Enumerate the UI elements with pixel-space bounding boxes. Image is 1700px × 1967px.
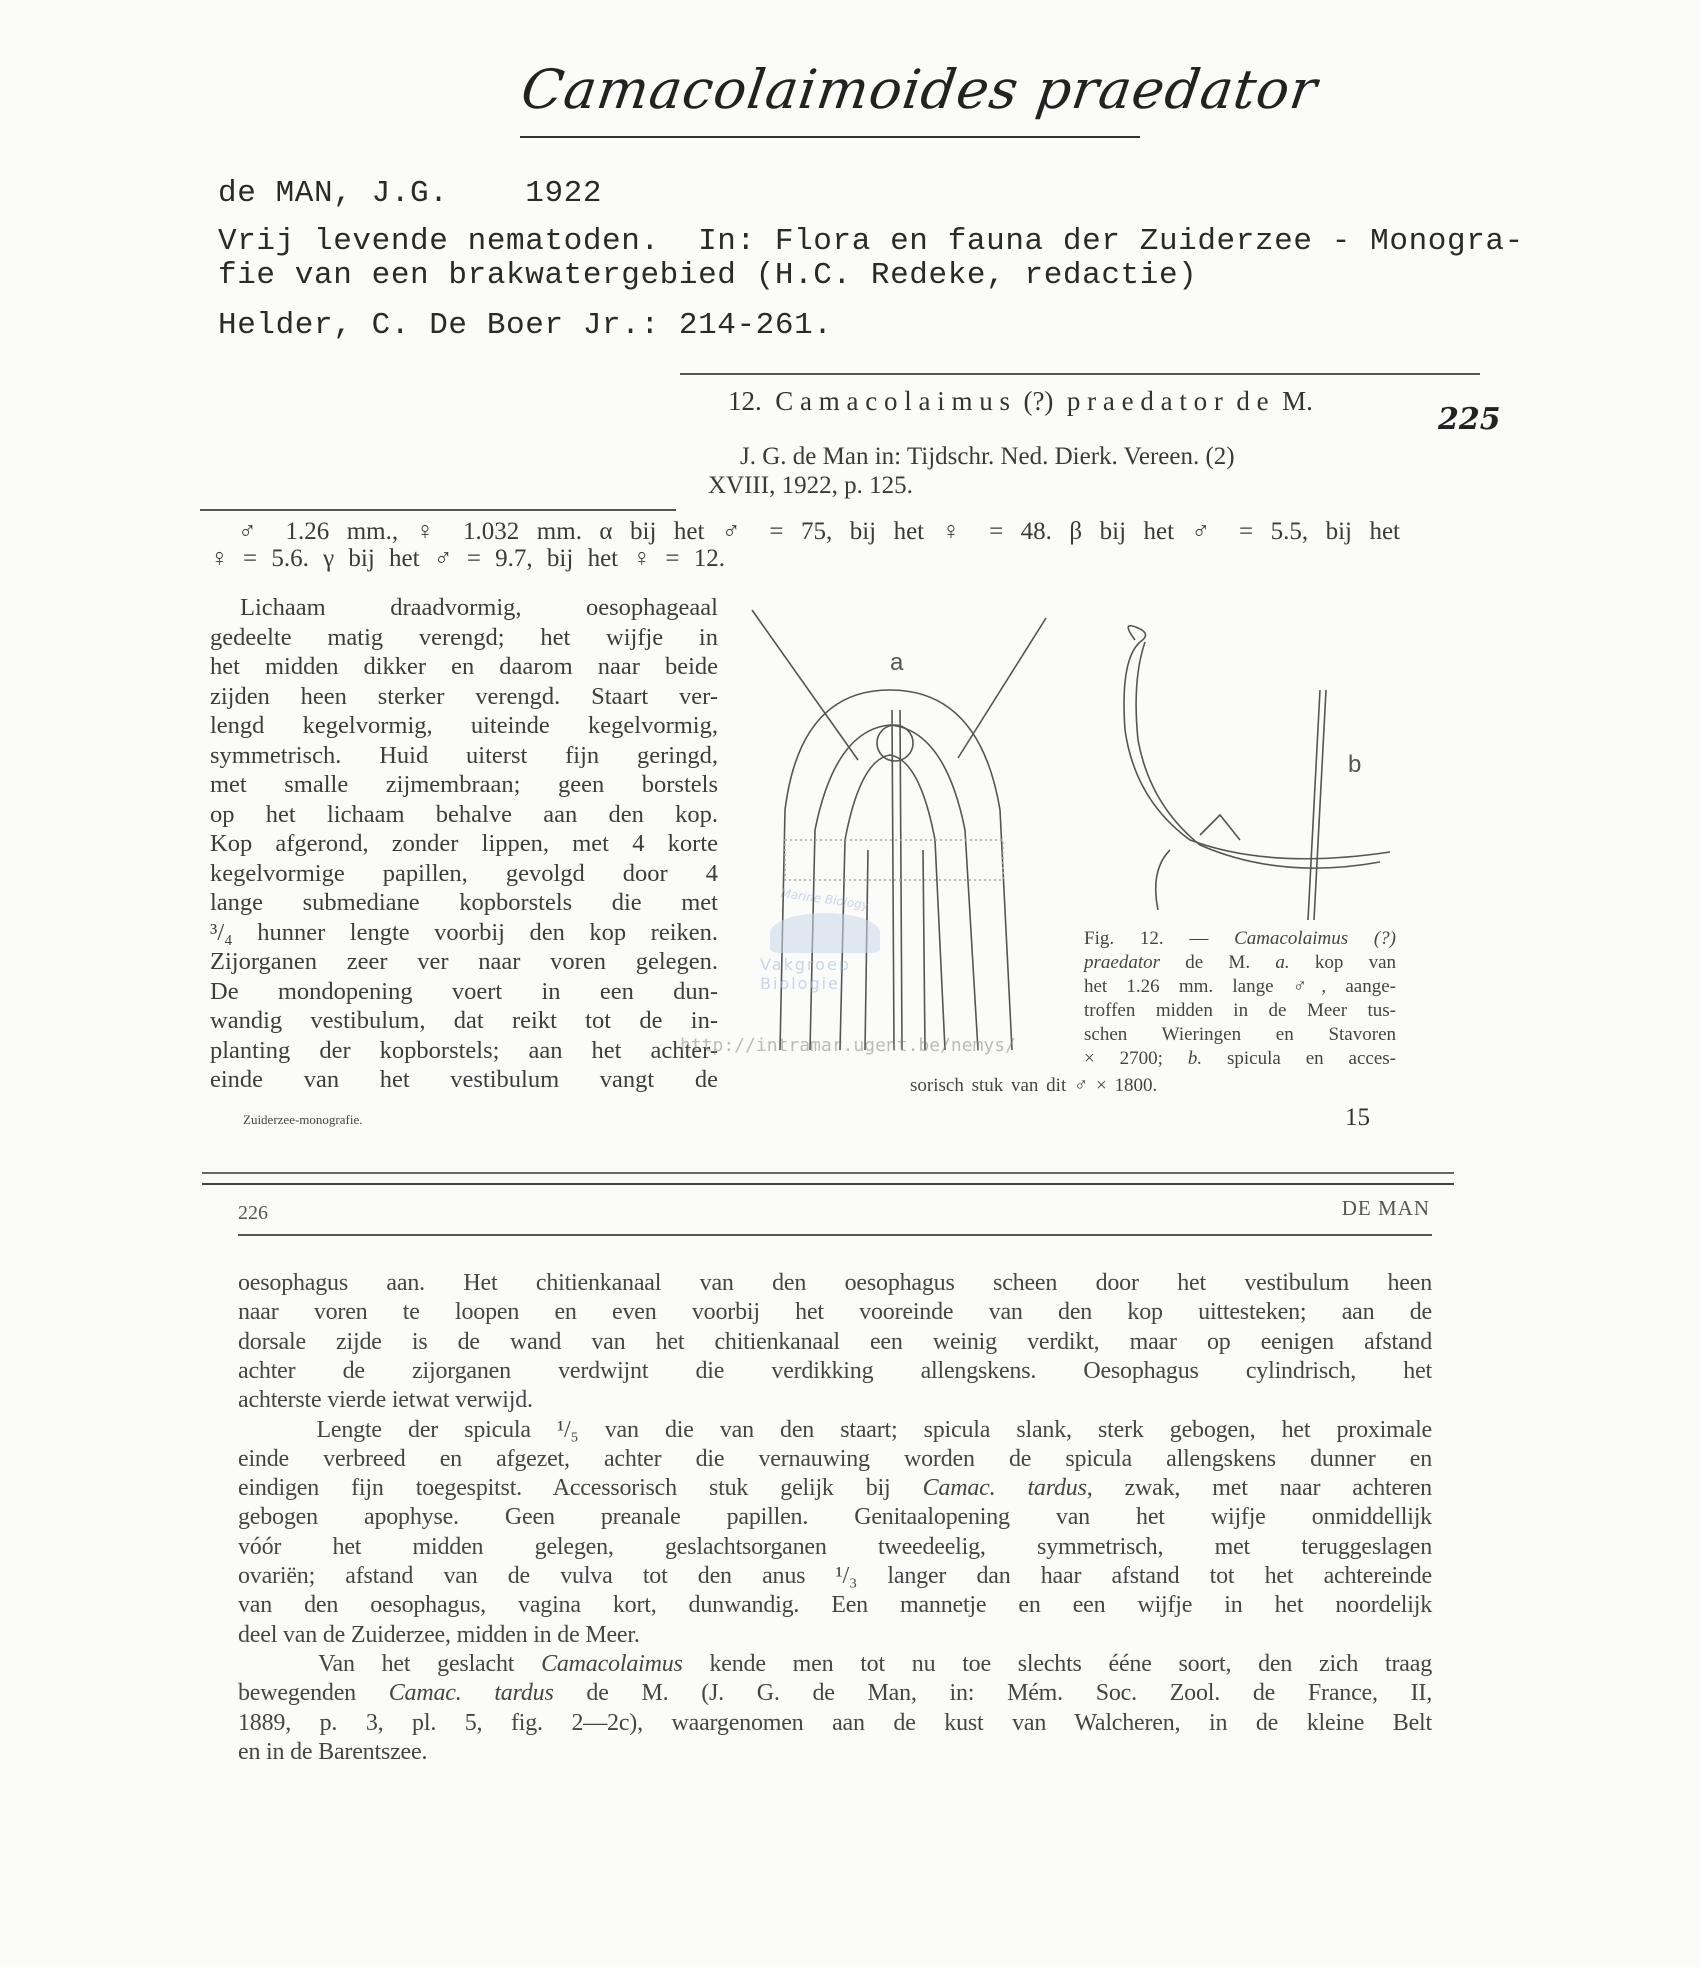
body-line (238, 1358, 1432, 1385)
species-heading: 12. C a m a c o l a i m u s (?) p r a e d a t o r d e M. (728, 386, 1313, 416)
text-segment: lengd kegelvormig, uiteinde kegelvormig, (210, 712, 718, 739)
text-segment: oesophagus aan. Het chitienkanaal van den oesophagus scheen door het vestibulum heen (238, 1270, 1432, 1296)
text-segment: dorsale zijde is de wand van het chitienkanaal een weinig verdikt, maar op eenigen afstand (238, 1328, 1432, 1355)
text-segment: Kop afgerond, zonder lippen, met 4 korte (210, 830, 718, 857)
text-segment: vóór het midden gelegen, geslachtsorganen tweedeelig, symmetrisch, met teruggeslagen (238, 1533, 1432, 1560)
body-line (238, 1592, 1432, 1619)
body-line (238, 1504, 1432, 1531)
figure-label-a: a (890, 649, 904, 676)
text-segment: praedator (1084, 952, 1160, 973)
left-column-line (210, 624, 718, 652)
left-column-line (210, 801, 718, 829)
text-segment: b. (1187, 1048, 1203, 1069)
text-segment: wandig vestibulum, dat reikt tot de in- (210, 1007, 718, 1034)
left-column-line (210, 830, 718, 858)
text-segment: a. (1275, 952, 1290, 973)
left-column-line (210, 860, 718, 888)
watermark-url: http://intramar.ugent.be/nemys/ (680, 1035, 1016, 1056)
watermark-marine-biology: Marine Biology (779, 886, 870, 913)
body-line (238, 1299, 1432, 1326)
left-column-line (210, 1007, 718, 1035)
text-segment: Zijorganen zeer ver naar voren gelegen. (210, 948, 718, 975)
text-segment: , zwak, met naar achteren (1086, 1475, 1432, 1502)
caption-line (1084, 1048, 1396, 1070)
text-segment: de M. (1160, 952, 1276, 973)
caption-line (1084, 1024, 1396, 1046)
text-segment: het 1.26 mm. lange ♂, aange- (1084, 976, 1396, 997)
divider (200, 509, 676, 511)
reference-line1: J. G. de Man in: Tijdschr. Ned. Dierk. Vereen. (2) (740, 443, 1235, 470)
text-segment: met smalle zijmembraan; geen borstels (210, 771, 718, 798)
left-column-line (210, 771, 718, 799)
caption-line (1084, 928, 1396, 950)
title-underline (520, 136, 1140, 138)
body-line (238, 1329, 1432, 1356)
text-segment: lange submediane kopborstels die met (210, 889, 718, 916)
body-line (238, 1710, 1432, 1737)
text-segment: achter de zijorganen verdwijnt die verdikking allengskens. Oesophagus cylindrisch, het (238, 1357, 1432, 1384)
text-segment: troffen midden in de Meer tus- (1084, 1000, 1396, 1021)
text-segment: einde van het vestibulum vangt de (210, 1066, 718, 1093)
left-column-line (210, 742, 718, 770)
body-line (238, 1270, 1432, 1297)
watermark-logo (760, 886, 910, 995)
body-line (238, 1680, 1432, 1707)
text-segment: op het lichaam behalve aan den kop. (210, 800, 718, 828)
text-segment: bewegenden (238, 1680, 389, 1707)
text-segment: ovariën; afstand van de vulva tot den anus ¹/₃ langer dan haar afstand tot het achtereinde (238, 1563, 1432, 1589)
text-segment: Lichaam draadvormig, oesophageaal (240, 594, 718, 621)
text-segment: Camacolaimus (?) (1234, 928, 1396, 949)
figure-drawing (740, 590, 1420, 1070)
text-segment: Camac. tardus (922, 1475, 1087, 1502)
text-segment: planting der kopborstels; aan het achter- (210, 1036, 718, 1064)
text-segment: en in de Barentszee. (238, 1738, 428, 1765)
left-column-line (210, 889, 718, 917)
text-segment: Lengte der spicula ¹/₅ van die van den staart; spicula slank, sterk gebogen, het proximale (238, 1416, 1432, 1443)
citation-title-line2: fie van een brakwatergebied (H.C. Redeke, redactie) (218, 258, 1198, 293)
watermark-vakgroep: Vakgroep Biologie (760, 955, 851, 993)
left-column-line (210, 683, 718, 711)
text-segment: naar voren te loopen en even voorbij het vooreinde van den kop uittesteken; aan de (238, 1299, 1432, 1326)
caption-line (1084, 952, 1396, 974)
left-column-line (210, 712, 718, 740)
figure-caption-last-line: sorisch stuk van dit ♂ × 1800. (910, 1075, 1158, 1096)
header-rule (238, 1234, 1432, 1236)
citation-publisher: Helder, C. De Boer Jr.: 214-261. (218, 308, 833, 343)
text-segment: ³/₄ hunner lengte voorbij den kop reiken. (210, 918, 718, 946)
body-line (238, 1446, 1432, 1473)
text-segment: einde verbreed en afgezet, achter die vernauwing worden de spicula allengskens dunner en (238, 1445, 1432, 1472)
text-segment: 1889, p. 3, pl. 5, fig. 2—2c), waargenomen aan de kust van Walcheren, in de kleine Belt (238, 1709, 1432, 1736)
text-segment: Fig. 12. — (1084, 928, 1235, 949)
text-segment: de M. (J. G. de Man, in: Mém. Soc. Zool. de France, II, (553, 1680, 1432, 1707)
handwritten-page-number: 225 (1438, 402, 1501, 437)
divider (680, 373, 1480, 375)
page-divider (202, 1183, 1454, 1185)
page-number: 15 (1345, 1104, 1370, 1131)
measurements-line: ♀ = 5.6. γ bij het ♂ = 9.7, bij het ♀ = 12. (210, 545, 725, 572)
body-line (238, 1417, 1432, 1444)
text-segment: Camacolaimus (541, 1650, 683, 1677)
footer-signature: Zuiderzee-monografie. (243, 1112, 363, 1127)
text-segment: gebogen apophyse. Geen preanale papillen. Genitaalopening van het wijfje onmiddellijk (238, 1504, 1432, 1531)
text-segment: schen Wieringen en Stavoren (1084, 1024, 1396, 1045)
running-head: DE MAN (1341, 1196, 1430, 1220)
text-segment: × 2700; (1084, 1048, 1188, 1069)
text-segment: symmetrisch. Huid uiterst fijn geringd, (210, 741, 718, 769)
body-line (238, 1739, 1432, 1766)
text-segment: zijden heen sterker verengd. Staart ver- (210, 682, 718, 710)
text-segment: kop van (1289, 952, 1397, 973)
body-line (238, 1387, 1432, 1414)
caption-line (1084, 976, 1396, 998)
caption-line (1084, 1000, 1396, 1022)
text-segment: kende men tot nu toe slechts ééne soort, den zich traag (682, 1650, 1432, 1677)
text-segment: De mondopening voert in een dun- (210, 977, 718, 1005)
left-column-line (210, 948, 718, 976)
reference-line2: XVIII, 1922, p. 125. (708, 472, 913, 499)
left-column-line (210, 594, 718, 622)
left-column-line (210, 978, 718, 1006)
text-segment: Van het geslacht (238, 1650, 542, 1677)
body-line (238, 1622, 1432, 1649)
body-line (238, 1475, 1432, 1502)
page-divider (202, 1172, 1454, 1174)
figure-12 (740, 590, 1420, 1070)
text-segment: het midden dikker en daarom naar beide (210, 653, 718, 680)
left-column-line (210, 919, 718, 947)
text-segment: achterste vierde ietwat verwijd. (238, 1387, 533, 1414)
text-segment: spicula en acces- (1202, 1048, 1396, 1069)
body-line (238, 1534, 1432, 1561)
figure-label-b: b (1348, 751, 1362, 778)
next-page-number: 226 (238, 1202, 268, 1224)
left-column-line (210, 653, 718, 681)
measurements-line: ♂ 1.26 mm., ♀ 1.032 mm. α bij het ♂ = 75, bij het ♀ = 48. β bij het ♂ = 5.5, bij het (238, 518, 1400, 545)
body-line (238, 1651, 1432, 1678)
text-segment: eindigen fijn toegespitst. Accessorisch stuk gelijk bij (238, 1475, 923, 1502)
citation-title-line1: Vrij levende nematoden. In: Flora en fauna der Zuiderzee - Monogra- (218, 224, 1524, 259)
handwritten-title: Camacolaimoides praedator (517, 58, 1322, 121)
left-column-line (210, 1037, 718, 1065)
text-segment: van den oesophagus, vagina kort, dunwandig. Een mannetje en een wijfje in het noordelijk (238, 1592, 1432, 1619)
text-segment: deel van de Zuiderzee, midden in de Meer. (238, 1621, 640, 1648)
citation-author-year: de MAN, J.G. 1922 (218, 176, 603, 211)
left-column-line (210, 1066, 718, 1094)
text-segment: gedeelte matig verengd; het wijfje in (210, 623, 718, 651)
text-segment: Camac. tardus (388, 1680, 554, 1707)
body-line (238, 1563, 1432, 1590)
watermark-emblem-icon (770, 913, 880, 953)
text-segment: kegelvormige papillen, gevolgd door 4 (210, 859, 718, 887)
